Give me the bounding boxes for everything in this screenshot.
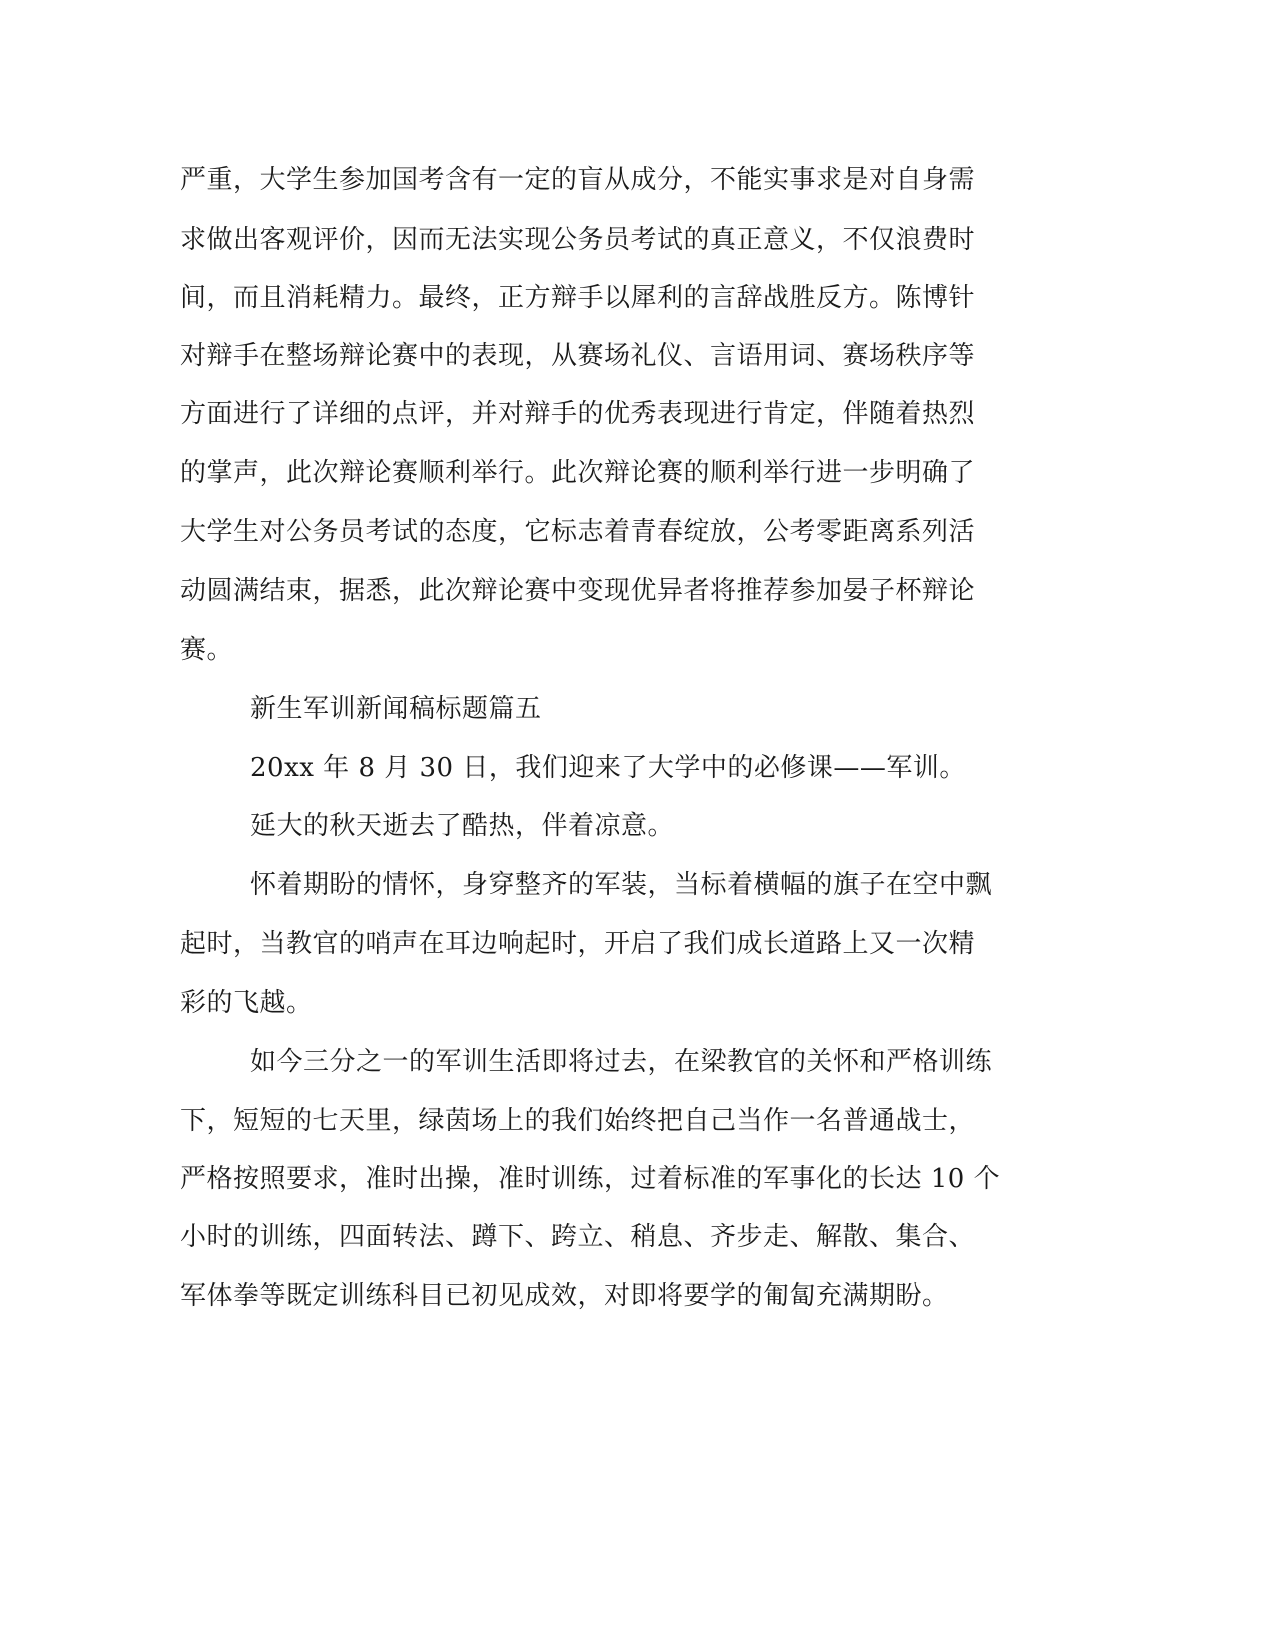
paragraph-line: 大学生对公务员考试的态度，它标志着青春绽放，公考零距离系列活 [180, 517, 976, 547]
paragraph-line: 严格按照要求，准时出操，准时训练，过着标准的军事化的长达 10 个 [180, 1164, 1001, 1194]
paragraph-line: 怀着期盼的情怀，身穿整齐的军装，当标着横幅的旗子在空中飘 [250, 870, 993, 900]
paragraph-line: 间，而且消耗精力。最终，正方辩手以犀利的言辞战胜反方。陈博针 [180, 283, 976, 313]
paragraph-line: 起时，当教官的哨声在耳边响起时，开启了我们成长道路上又一次精 [180, 929, 976, 959]
paragraph-line: 的掌声，此次辩论赛顺利举行。此次辩论赛的顺利举行进一步明确了 [180, 458, 976, 488]
paragraph-line: 下，短短的七天里，绿茵场上的我们始终把自己当作一名普通战士， [180, 1106, 976, 1136]
paragraph-line: 小时的训练，四面转法、蹲下、跨立、稍息、齐步走、解散、集合、 [180, 1222, 976, 1252]
paragraph-line: 军体拳等既定训练科目已初见成效，对即将要学的匍匐充满期盼。 [180, 1281, 949, 1311]
paragraph-line: 方面进行了详细的点评，并对辩手的优秀表现进行肯定，伴随着热烈 [180, 399, 976, 429]
paragraph-line: 动圆满结束，据悉，此次辩论赛中变现优异者将推荐参加晏子杯辩论 [180, 576, 976, 606]
paragraph-line: 严重，大学生参加国考含有一定的盲从成分，不能实事求是对自身需 [180, 165, 976, 195]
paragraph-line: 对辩手在整场辩论赛中的表现，从赛场礼仪、言语用词、赛场秩序等 [180, 341, 976, 371]
paragraph-line: 赛。 [180, 635, 234, 665]
paragraph-line: 如今三分之一的军训生活即将过去，在梁教官的关怀和严格训练 [250, 1047, 993, 1077]
section-heading: 新生军训新闻稿标题篇五 [250, 694, 542, 724]
paragraph-line: 求做出客观评价，因而无法实现公务员考试的真正意义，不仅浪费时 [180, 225, 976, 255]
paragraph-line: 延大的秋天逝去了酷热，伴着凉意。 [250, 811, 675, 841]
paragraph-line: 20xx 年 8 月 30 日，我们迎来了大学中的必修课——军训。 [250, 753, 966, 783]
paragraph-line: 彩的飞越。 [180, 988, 313, 1018]
